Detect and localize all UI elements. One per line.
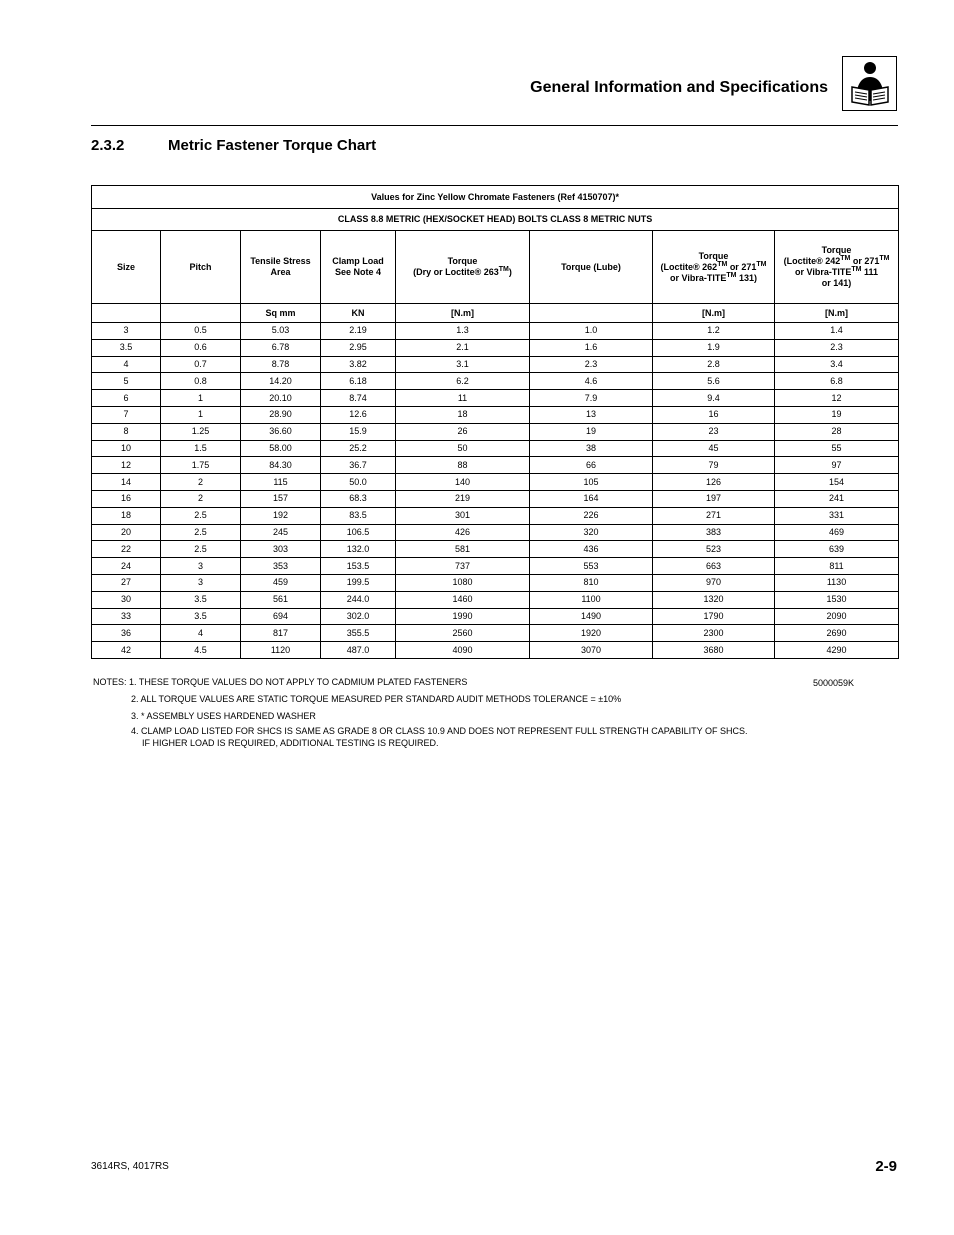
table-cell: 3680 [653,642,775,659]
table-cell: 18 [396,406,530,423]
table-cell: 303 [241,541,321,558]
table-cell: 12 [775,390,899,407]
table-cell: 28 [775,423,899,440]
table-cell: 4290 [775,642,899,659]
table-cell: 244.0 [321,591,396,608]
table-cell: 18 [92,507,161,524]
table-cell: 737 [396,558,530,575]
table-cell: 6.78 [241,339,321,356]
table-cell: 3.5 [161,608,241,625]
table-cell: 23 [653,423,775,440]
table-cell: 25.2 [321,440,396,457]
unit-cell [530,304,653,323]
table-cell: 811 [775,558,899,575]
table-row [92,524,899,541]
header-divider [91,125,898,126]
table-cell: 36 [92,625,161,642]
table-cell: 16 [92,490,161,507]
table-cell: 2.5 [161,507,241,524]
table-cell: 1320 [653,591,775,608]
table-cell: 38 [530,440,653,457]
table-cell: 1.9 [653,339,775,356]
manual-reader-icon [842,56,897,111]
table-cell: 1990 [396,608,530,625]
table-cell: 12 [92,457,161,474]
note-1: NOTES: 1. THESE TORQUE VALUES DO NOT APPLY TO CADMIUM PLATED FASTENERS [93,677,468,687]
table-row [92,625,899,642]
table-cell: 153.5 [321,558,396,575]
table-cell: 3.5 [161,591,241,608]
table-cell: 50.0 [321,474,396,491]
table-cell: 7.9 [530,390,653,407]
table-cell: 5.6 [653,373,775,390]
table-cell: 2.19 [321,323,396,340]
table-cell: 331 [775,507,899,524]
table-cell: 50 [396,440,530,457]
table-row [92,356,899,373]
table-cell: 8.74 [321,390,396,407]
table-cell: 1100 [530,591,653,608]
table-cell: 10 [92,440,161,457]
table-cell: 302.0 [321,608,396,625]
table-cell: 1130 [775,574,899,591]
table-cell: 3.5 [92,339,161,356]
table-cell: 1.5 [161,440,241,457]
table-cell: 199.5 [321,574,396,591]
table-cell: 436 [530,541,653,558]
table-cell: 105 [530,474,653,491]
table-cell: 197 [653,490,775,507]
table-cell: 459 [241,574,321,591]
table-cell: 132.0 [321,541,396,558]
table-row [92,574,899,591]
table-cell: 245 [241,524,321,541]
table-cell: 1.75 [161,457,241,474]
table-cell: 88 [396,457,530,474]
table-cell: 66 [530,457,653,474]
table-cell: 27 [92,574,161,591]
table-cell: 3.4 [775,356,899,373]
unit-cell: [N.m] [775,304,899,323]
page-number: 2-9 [875,1158,897,1175]
table-cell: 1.3 [396,323,530,340]
table-row [92,474,899,491]
table-cell: 1920 [530,625,653,642]
table-cell: 0.6 [161,339,241,356]
table-cell: 7 [92,406,161,423]
table-cell: 639 [775,541,899,558]
table-cell: 8.78 [241,356,321,373]
table-cell: 2.8 [653,356,775,373]
table-cell: 97 [775,457,899,474]
table-cell: 2 [161,490,241,507]
col-header-torque-dry: Torque (Dry or Loctite® 263™) [396,231,530,304]
table-cell: 13 [530,406,653,423]
table-cell: 1120 [241,642,321,659]
table-cell: 2.1 [396,339,530,356]
table-cell: 3 [161,558,241,575]
table-cell: 14 [92,474,161,491]
table-cell: 15.9 [321,423,396,440]
table-cell: 28.90 [241,406,321,423]
table-cell: 5.03 [241,323,321,340]
table-cell: 33 [92,608,161,625]
table-row [92,642,899,659]
table-cell: 320 [530,524,653,541]
table-cell: 2.95 [321,339,396,356]
table-cell: 663 [653,558,775,575]
unit-cell: [N.m] [396,304,530,323]
table-row [92,390,899,407]
table-cell: 4.6 [530,373,653,390]
unit-cell: Sq mm [241,304,321,323]
table-cell: 140 [396,474,530,491]
table-cell: 487.0 [321,642,396,659]
table-cell: 26 [396,423,530,440]
col-header-clamp: Clamp Load See Note 4 [321,231,396,304]
table-cell: 810 [530,574,653,591]
torque-chart-table [91,185,899,659]
col-header-tensile: Tensile Stress Area [241,231,321,304]
table-cell: 0.5 [161,323,241,340]
table-subtitle: CLASS 8.8 METRIC (HEX/SOCKET HEAD) BOLTS CLASS 8 METRIC NUTS [92,209,899,231]
table-cell: 1530 [775,591,899,608]
table-row [92,507,899,524]
table-row [92,440,899,457]
table-cell: 84.30 [241,457,321,474]
table-cell: 9.4 [653,390,775,407]
table-cell: 157 [241,490,321,507]
table-cell: 1460 [396,591,530,608]
col-header-torque-242: Torque (Loctite® 242™ or 271™ or Vibra-TITE™ 111 or 141) [775,231,899,304]
col-header-size: Size [92,231,161,304]
table-cell: 426 [396,524,530,541]
table-cell: 79 [653,457,775,474]
table-row [92,373,899,390]
table-cell: 42 [92,642,161,659]
table-cell: 523 [653,541,775,558]
section-number: 2.3.2 [91,137,125,154]
table-cell: 4 [92,356,161,373]
table-cell: 1490 [530,608,653,625]
table-cell: 2.5 [161,541,241,558]
table-cell: 126 [653,474,775,491]
table-cell: 817 [241,625,321,642]
table-cell: 22 [92,541,161,558]
col-header-torque-lube: Torque (Lube) [530,231,653,304]
table-row [92,323,899,340]
table-cell: 694 [241,608,321,625]
table-cell: 0.7 [161,356,241,373]
table-cell: 36.7 [321,457,396,474]
table-cell: 4 [161,625,241,642]
table-cell: 83.5 [321,507,396,524]
table-cell: 3.1 [396,356,530,373]
unit-cell [161,304,241,323]
table-cell: 1.2 [653,323,775,340]
table-cell: 115 [241,474,321,491]
table-cell: 192 [241,507,321,524]
table-cell: 553 [530,558,653,575]
table-cell: 5 [92,373,161,390]
table-cell: 20.10 [241,390,321,407]
table-cell: 353 [241,558,321,575]
col-header-torque-262: Torque (Loctite® 262™ or 271™ or Vibra-TITE™ 131) [653,231,775,304]
unit-cell [92,304,161,323]
table-cell: 4090 [396,642,530,659]
table-body [92,323,899,659]
table-row [92,490,899,507]
table-cell: 2090 [775,608,899,625]
table-cell: 6.2 [396,373,530,390]
table-cell: 164 [530,490,653,507]
table-cell: 6.18 [321,373,396,390]
table-cell: 561 [241,591,321,608]
table-row [92,608,899,625]
table-row [92,541,899,558]
table-cell: 19 [775,406,899,423]
table-cell: 3 [92,323,161,340]
table-row [92,591,899,608]
table-cell: 2.3 [530,356,653,373]
header-title: General Information and Specifications [530,79,828,96]
note-3: 3. * ASSEMBLY USES HARDENED WASHER [131,711,316,721]
table-row [92,339,899,356]
table-cell: 1.6 [530,339,653,356]
table-cell: 383 [653,524,775,541]
table-cell: 301 [396,507,530,524]
table-cell: 2.3 [775,339,899,356]
table-cell: 1.25 [161,423,241,440]
table-cell: 3070 [530,642,653,659]
table-cell: 271 [653,507,775,524]
table-cell: 241 [775,490,899,507]
table-cell: 1.4 [775,323,899,340]
note-4-continued: IF HIGHER LOAD IS REQUIRED, ADDITIONAL TESTING IS REQUIRED. [142,738,439,748]
note-2: 2. ALL TORQUE VALUES ARE STATIC TORQUE MEASURED PER STANDARD AUDIT METHODS TOLERANCE = ±10% [131,694,622,704]
table-cell: 2690 [775,625,899,642]
table-cell: 581 [396,541,530,558]
table-cell: 1.0 [530,323,653,340]
table-cell: 1080 [396,574,530,591]
table-cell: 16 [653,406,775,423]
table-cell: 970 [653,574,775,591]
table-cell: 55 [775,440,899,457]
table-cell: 20 [92,524,161,541]
table-cell: 6.8 [775,373,899,390]
table-cell: 45 [653,440,775,457]
table-cell: 12.6 [321,406,396,423]
table-cell: 58.00 [241,440,321,457]
table-cell: 2300 [653,625,775,642]
unit-cell: [N.m] [653,304,775,323]
section-title: Metric Fastener Torque Chart [168,137,377,154]
table-cell: 2.5 [161,524,241,541]
table-cell: 19 [530,423,653,440]
table-cell: 30 [92,591,161,608]
table-cell: 24 [92,558,161,575]
table-cell: 1790 [653,608,775,625]
table-cell: 106.5 [321,524,396,541]
table-row [92,457,899,474]
table-cell: 1 [161,390,241,407]
table-cell: 3 [161,574,241,591]
table-cell: 36.60 [241,423,321,440]
table-cell: 219 [396,490,530,507]
table-title: Values for Zinc Yellow Chromate Fasteners (Ref 4150707)* [92,186,899,209]
table-cell: 469 [775,524,899,541]
table-cell: 0.8 [161,373,241,390]
table-cell: 8 [92,423,161,440]
table-row [92,406,899,423]
table-cell: 3.82 [321,356,396,373]
note-4: 4. CLAMP LOAD LISTED FOR SHCS IS SAME AS GRADE 8 OR CLASS 10.9 AND DOES NOT REPRESENT FULL STRENGTH CAPABILITY OF SHCS. [131,726,748,736]
table-cell: 2 [161,474,241,491]
col-header-pitch: Pitch [161,231,241,304]
unit-cell: KN [321,304,396,323]
table-cell: 226 [530,507,653,524]
table-cell: 6 [92,390,161,407]
table-cell: 4.5 [161,642,241,659]
document-number: 5000059K [813,678,855,688]
table-row [92,423,899,440]
footer-models: 3614RS, 4017RS [91,1161,169,1172]
table-cell: 2560 [396,625,530,642]
table-cell: 14.20 [241,373,321,390]
table-cell: 68.3 [321,490,396,507]
table-cell: 11 [396,390,530,407]
table-cell: 355.5 [321,625,396,642]
table-cell: 1 [161,406,241,423]
table-cell: 154 [775,474,899,491]
table-row [92,558,899,575]
